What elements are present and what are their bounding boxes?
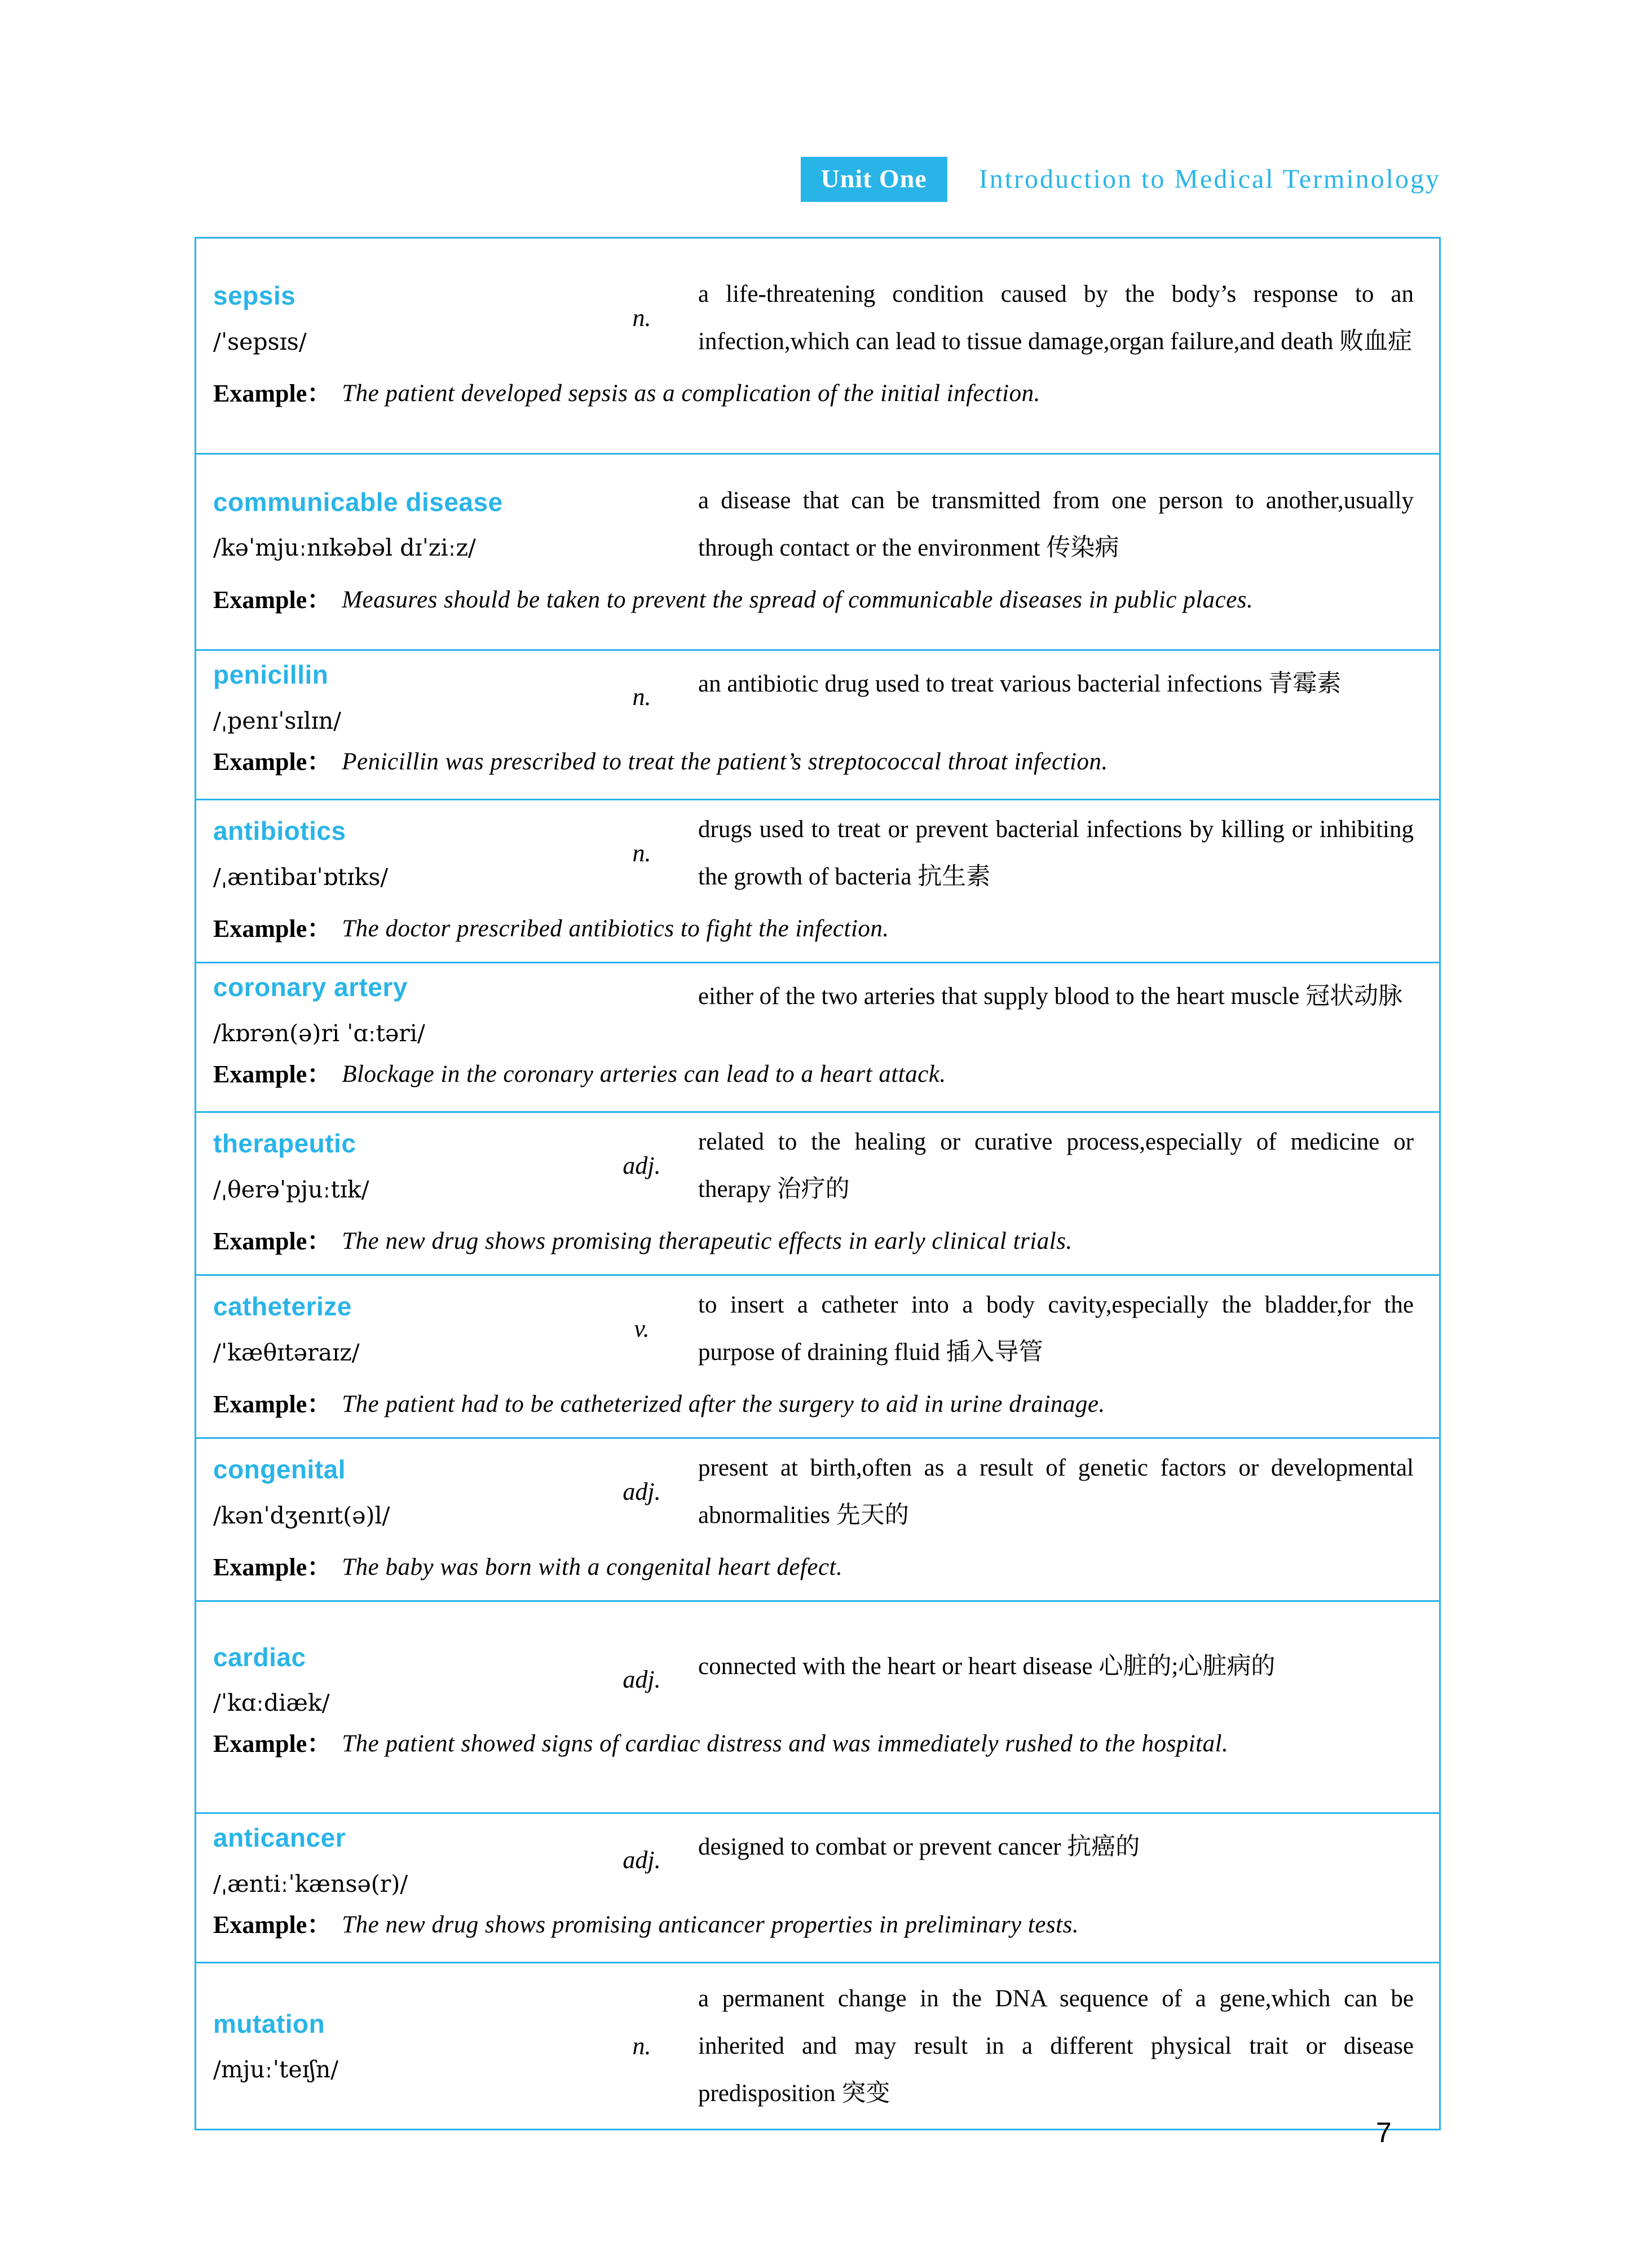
phonetic: /ˈsepsɪs/ [213, 328, 307, 355]
vocab-entry-communicable-disease [196, 453, 1439, 649]
entry-main [196, 1643, 1439, 1716]
vocab-entry-catheterize [196, 1274, 1439, 1437]
definition: an antibiotic drug used to treat various bacterial infections 青霉素 [698, 671, 1342, 698]
entry-main [196, 973, 1439, 1046]
entry-main [196, 806, 1439, 901]
definition: a life-threatening condition caused by the body’s response to an infection,which can lead to tissue damage,organ failure,and death 败血症 [698, 281, 1414, 355]
example-text: The baby was born with a congenital heart defect. [342, 1554, 843, 1580]
definition: related to the healing or curative process,especially of medicine or therapy 治疗的 [698, 1129, 1414, 1203]
phonetic: /mjuːˈteɪʃn/ [213, 2056, 339, 2084]
definition: a permanent change in the DNA sequence of a gene,which can be inherited and may result in a different physical trait or disease predisposition 突变 [698, 1985, 1414, 2107]
example-row [196, 1539, 1439, 1595]
word-cell [213, 973, 585, 1046]
example-label: Example： [213, 1910, 332, 1939]
vocab-entry-sepsis [196, 239, 1439, 453]
vocab-table [195, 237, 1441, 2130]
vocab-entry-mutation [196, 1962, 1439, 2129]
phonetic: /ˌæntiːˈkænsə(r)/ [213, 1870, 408, 1897]
vocab-entry-coronary-artery [196, 962, 1439, 1111]
word-cell [213, 477, 585, 572]
phonetic: /ˈkɑːdiæk/ [213, 1689, 330, 1717]
headword: penicillin [213, 660, 329, 690]
vocab-entry-penicillin [196, 649, 1439, 799]
example-row [196, 1376, 1439, 1432]
word-cell [213, 1975, 585, 2117]
word-cell [213, 1118, 585, 1213]
vocab-entry-therapeutic [196, 1111, 1439, 1274]
example-row [196, 1046, 1439, 1102]
entry-main [196, 1445, 1439, 1539]
phonetic: /kɒrən(ə)ri ˈɑːtəri/ [213, 1019, 425, 1047]
part-of-speech: adj. [623, 1478, 661, 1505]
headword: sepsis [213, 281, 296, 311]
example-text: Measures should be taken to prevent the spread of communicable diseases in public places. [342, 586, 1254, 613]
word-cell [213, 1281, 585, 1376]
headword: antibiotics [213, 816, 346, 846]
headword: coronary artery [213, 972, 408, 1002]
vocab-entry-congenital [196, 1437, 1439, 1600]
definition: either of the two arteries that supply blood to the heart muscle 冠状动脉 [698, 983, 1403, 1010]
example-text: The doctor prescribed antibiotics to fight the infection. [342, 915, 889, 942]
definition: designed to combat or prevent cancer 抗癌的 [698, 1834, 1140, 1861]
part-of-speech: adj. [623, 1846, 661, 1874]
example-row [196, 734, 1439, 789]
headword: anticancer [213, 1823, 346, 1853]
example-row [196, 1716, 1439, 1771]
phonetic: /ˌθerəˈpjuːtɪk/ [213, 1175, 369, 1203]
entry-main [196, 1281, 1439, 1376]
headword: congenital [213, 1455, 346, 1485]
example-row [196, 572, 1439, 627]
entry-main [196, 1975, 1439, 2117]
example-label: Example： [213, 380, 332, 407]
headword: mutation [213, 2009, 325, 2038]
example-label: Example： [213, 1390, 332, 1418]
page-number: 7 [1376, 2117, 1392, 2148]
phonetic: /kənˈdʒenɪt(ə)l/ [213, 1501, 390, 1529]
example-label: Example： [213, 1730, 332, 1758]
entry-main [196, 660, 1439, 734]
headword: catheterize [213, 1292, 352, 1322]
part-of-speech: adj. [623, 1152, 661, 1179]
part-of-speech: n. [632, 683, 651, 711]
definition: present at birth,often as a result of genetic factors or developmental abnormalities 先天的 [698, 1455, 1414, 1529]
part-of-speech: v. [634, 1315, 650, 1342]
definition: drugs used to treat or prevent bacterial infections by killing or inhibiting the growth of bacteria 抗生素 [698, 816, 1414, 890]
entry-main [196, 1824, 1439, 1897]
example-label: Example： [213, 585, 332, 614]
example-row [196, 1897, 1439, 1952]
example-label: Example： [213, 1227, 332, 1255]
page-header [0, 157, 1441, 202]
example-label: Example： [213, 915, 332, 943]
vocab-entry-antibiotics [196, 799, 1439, 962]
vocab-entry-anticancer [196, 1812, 1439, 1962]
entry-main [196, 271, 1439, 365]
headword: communicable disease [213, 487, 503, 517]
example-text: Penicillin was prescribed to treat the patient’s streptococcal throat infection. [342, 748, 1108, 775]
example-text: Blockage in the coronary arteries can lead to a heart attack. [342, 1060, 946, 1087]
unit-badge: Unit One [801, 157, 947, 202]
example-text: The patient developed sepsis as a complication of the initial infection. [342, 380, 1040, 407]
example-label: Example： [213, 1553, 332, 1581]
word-cell [213, 806, 585, 901]
definition: a disease that can be transmitted from one person to another,usually through contact or the environment 传染病 [698, 487, 1414, 561]
part-of-speech: n. [632, 839, 651, 867]
example-text: The new drug shows promising anticancer properties in preliminary tests. [342, 1911, 1079, 1938]
example-text: The patient showed signs of cardiac distress and was immediately rushed to the hospital. [342, 1730, 1229, 1758]
example-text: The patient had to be catheterized after the surgery to aid in urine drainage. [342, 1391, 1105, 1417]
word-cell [213, 1445, 585, 1539]
word-cell [213, 271, 585, 365]
word-cell [213, 1643, 585, 1716]
word-cell [213, 660, 585, 734]
part-of-speech: n. [632, 2032, 651, 2060]
phonetic: /ˌæntibaɪˈɒtɪks/ [213, 863, 389, 891]
example-text: The new drug shows promising therapeutic effects in early clinical trials. [342, 1228, 1073, 1254]
word-cell [213, 1824, 585, 1897]
entry-main [196, 477, 1439, 572]
example-row [196, 365, 1439, 421]
headword: cardiac [213, 1642, 306, 1672]
example-label: Example： [213, 747, 332, 776]
entry-main [196, 1118, 1439, 1213]
example-row [196, 1213, 1439, 1269]
phonetic: /kəˈmjuːnɪkəbəl dɪˈziːz/ [213, 534, 476, 562]
part-of-speech: adj. [623, 1665, 661, 1693]
example-row [196, 901, 1439, 956]
example-label: Example： [213, 1060, 332, 1088]
page-header-title: Introduction to Medical Terminology [978, 164, 1441, 194]
definition: connected with the heart or heart disease 心脏的;心脏病的 [698, 1653, 1276, 1680]
phonetic: /ˌpenɪˈsɪlɪn/ [213, 707, 341, 734]
phonetic: /ˈkæθɪtəraɪz/ [213, 1338, 360, 1366]
vocab-entry-cardiac [196, 1600, 1439, 1812]
part-of-speech: n. [632, 304, 651, 332]
definition: to insert a catheter into a body cavity,especially the bladder,for the purpose of draining fluid 插入导管 [698, 1292, 1414, 1366]
headword: therapeutic [213, 1129, 356, 1159]
